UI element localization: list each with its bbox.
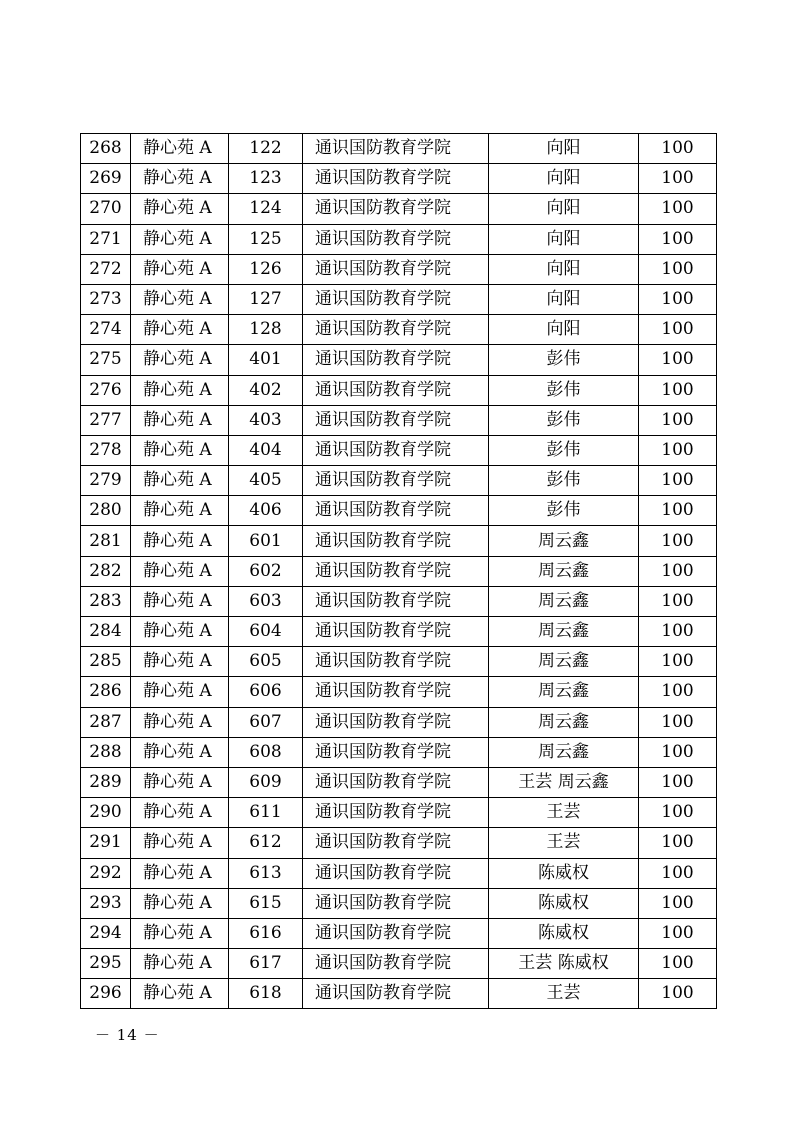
counselor-cell: 王芸 周云鑫	[489, 767, 639, 797]
building-cell: 静心苑 A	[131, 888, 229, 918]
table-row	[81, 194, 717, 224]
score-cell: 100	[639, 918, 717, 948]
counselor-cell: 周云鑫	[489, 617, 639, 647]
row-index-cell: 284	[81, 617, 131, 647]
room-cell: 128	[229, 315, 303, 345]
building-cell: 静心苑 A	[131, 315, 229, 345]
college-cell: 通识国防教育学院	[303, 466, 489, 496]
building-cell: 静心苑 A	[131, 798, 229, 828]
score-cell: 100	[639, 194, 717, 224]
counselor-cell: 王芸	[489, 979, 639, 1009]
row-index-cell: 273	[81, 284, 131, 314]
counselor-cell: 向阳	[489, 315, 639, 345]
table-row	[81, 315, 717, 345]
table-row	[81, 134, 717, 164]
row-index-cell: 289	[81, 767, 131, 797]
counselor-cell: 周云鑫	[489, 737, 639, 767]
college-cell: 通识国防教育学院	[303, 647, 489, 677]
score-cell: 100	[639, 798, 717, 828]
college-cell: 通识国防教育学院	[303, 284, 489, 314]
table-row	[81, 617, 717, 647]
table-row	[81, 888, 717, 918]
building-cell: 静心苑 A	[131, 526, 229, 556]
score-cell: 100	[639, 526, 717, 556]
counselor-cell: 向阳	[489, 194, 639, 224]
building-cell: 静心苑 A	[131, 405, 229, 435]
room-cell: 405	[229, 466, 303, 496]
counselor-cell: 向阳	[489, 164, 639, 194]
room-cell: 122	[229, 134, 303, 164]
table-row	[81, 979, 717, 1009]
counselor-cell: 王芸	[489, 798, 639, 828]
room-cell: 125	[229, 224, 303, 254]
row-index-cell: 282	[81, 556, 131, 586]
college-cell: 通识国防教育学院	[303, 496, 489, 526]
score-cell: 100	[639, 737, 717, 767]
page-number: － 14 －	[95, 1026, 160, 1044]
college-cell: 通识国防教育学院	[303, 526, 489, 556]
counselor-cell: 彭伟	[489, 435, 639, 465]
score-cell: 100	[639, 134, 717, 164]
room-cell: 601	[229, 526, 303, 556]
dormitory-table	[80, 133, 717, 1009]
building-cell: 静心苑 A	[131, 375, 229, 405]
counselor-cell: 向阳	[489, 284, 639, 314]
college-cell: 通识国防教育学院	[303, 224, 489, 254]
building-cell: 静心苑 A	[131, 556, 229, 586]
college-cell: 通识国防教育学院	[303, 134, 489, 164]
college-cell: 通识国防教育学院	[303, 677, 489, 707]
counselor-cell: 彭伟	[489, 466, 639, 496]
score-cell: 100	[639, 435, 717, 465]
score-cell: 100	[639, 556, 717, 586]
college-cell: 通识国防教育学院	[303, 164, 489, 194]
counselor-cell: 王芸 陈威权	[489, 949, 639, 979]
room-cell: 406	[229, 496, 303, 526]
college-cell: 通识国防教育学院	[303, 888, 489, 918]
row-index-cell: 268	[81, 134, 131, 164]
score-cell: 100	[639, 315, 717, 345]
row-index-cell: 293	[81, 888, 131, 918]
college-cell: 通识国防教育学院	[303, 345, 489, 375]
table-row	[81, 647, 717, 677]
college-cell: 通识国防教育学院	[303, 315, 489, 345]
building-cell: 静心苑 A	[131, 677, 229, 707]
score-cell: 100	[639, 617, 717, 647]
room-cell: 401	[229, 345, 303, 375]
counselor-cell: 陈威权	[489, 918, 639, 948]
room-cell: 403	[229, 405, 303, 435]
row-index-cell: 278	[81, 435, 131, 465]
building-cell: 静心苑 A	[131, 918, 229, 948]
counselor-cell: 周云鑫	[489, 526, 639, 556]
college-cell: 通识国防教育学院	[303, 979, 489, 1009]
counselor-cell: 周云鑫	[489, 586, 639, 616]
row-index-cell: 294	[81, 918, 131, 948]
building-cell: 静心苑 A	[131, 858, 229, 888]
row-index-cell: 270	[81, 194, 131, 224]
score-cell: 100	[639, 284, 717, 314]
table-row	[81, 677, 717, 707]
building-cell: 静心苑 A	[131, 164, 229, 194]
table-row	[81, 496, 717, 526]
college-cell: 通识国防教育学院	[303, 767, 489, 797]
building-cell: 静心苑 A	[131, 466, 229, 496]
counselor-cell: 陈威权	[489, 858, 639, 888]
room-cell: 602	[229, 556, 303, 586]
college-cell: 通识国防教育学院	[303, 405, 489, 435]
table-row	[81, 798, 717, 828]
row-index-cell: 279	[81, 466, 131, 496]
counselor-cell: 陈威权	[489, 888, 639, 918]
row-index-cell: 275	[81, 345, 131, 375]
college-cell: 通识国防教育学院	[303, 737, 489, 767]
score-cell: 100	[639, 979, 717, 1009]
college-cell: 通识国防教育学院	[303, 798, 489, 828]
row-index-cell: 269	[81, 164, 131, 194]
counselor-cell: 彭伟	[489, 496, 639, 526]
college-cell: 通识国防教育学院	[303, 617, 489, 647]
room-cell: 618	[229, 979, 303, 1009]
room-cell: 613	[229, 858, 303, 888]
room-cell: 611	[229, 798, 303, 828]
room-cell: 605	[229, 647, 303, 677]
building-cell: 静心苑 A	[131, 345, 229, 375]
score-cell: 100	[639, 828, 717, 858]
row-index-cell: 295	[81, 949, 131, 979]
college-cell: 通识国防教育学院	[303, 254, 489, 284]
row-index-cell: 292	[81, 858, 131, 888]
room-cell: 404	[229, 435, 303, 465]
building-cell: 静心苑 A	[131, 194, 229, 224]
table-row	[81, 435, 717, 465]
college-cell: 通识国防教育学院	[303, 586, 489, 616]
college-cell: 通识国防教育学院	[303, 556, 489, 586]
row-index-cell: 290	[81, 798, 131, 828]
score-cell: 100	[639, 345, 717, 375]
score-cell: 100	[639, 375, 717, 405]
table-row	[81, 949, 717, 979]
row-index-cell: 280	[81, 496, 131, 526]
counselor-cell: 周云鑫	[489, 707, 639, 737]
table-row	[81, 164, 717, 194]
building-cell: 静心苑 A	[131, 737, 229, 767]
row-index-cell: 286	[81, 677, 131, 707]
room-cell: 402	[229, 375, 303, 405]
building-cell: 静心苑 A	[131, 767, 229, 797]
building-cell: 静心苑 A	[131, 284, 229, 314]
table-row	[81, 828, 717, 858]
counselor-cell: 彭伟	[489, 345, 639, 375]
college-cell: 通识国防教育学院	[303, 858, 489, 888]
room-cell: 616	[229, 918, 303, 948]
room-cell: 606	[229, 677, 303, 707]
table-row	[81, 526, 717, 556]
college-cell: 通识国防教育学院	[303, 194, 489, 224]
building-cell: 静心苑 A	[131, 647, 229, 677]
counselor-cell: 向阳	[489, 224, 639, 254]
room-cell: 127	[229, 284, 303, 314]
table-row	[81, 254, 717, 284]
room-cell: 603	[229, 586, 303, 616]
building-cell: 静心苑 A	[131, 254, 229, 284]
row-index-cell: 272	[81, 254, 131, 284]
building-cell: 静心苑 A	[131, 435, 229, 465]
score-cell: 100	[639, 858, 717, 888]
counselor-cell: 向阳	[489, 134, 639, 164]
counselor-cell: 王芸	[489, 828, 639, 858]
row-index-cell: 285	[81, 647, 131, 677]
counselor-cell: 周云鑫	[489, 556, 639, 586]
table-row	[81, 375, 717, 405]
table-row	[81, 405, 717, 435]
room-cell: 612	[229, 828, 303, 858]
row-index-cell: 288	[81, 737, 131, 767]
score-cell: 100	[639, 466, 717, 496]
room-cell: 609	[229, 767, 303, 797]
score-cell: 100	[639, 586, 717, 616]
building-cell: 静心苑 A	[131, 979, 229, 1009]
room-cell: 607	[229, 707, 303, 737]
building-cell: 静心苑 A	[131, 707, 229, 737]
table-row	[81, 707, 717, 737]
building-cell: 静心苑 A	[131, 496, 229, 526]
row-index-cell: 276	[81, 375, 131, 405]
table-row	[81, 345, 717, 375]
row-index-cell: 283	[81, 586, 131, 616]
college-cell: 通识国防教育学院	[303, 949, 489, 979]
counselor-cell: 彭伟	[489, 375, 639, 405]
building-cell: 静心苑 A	[131, 949, 229, 979]
building-cell: 静心苑 A	[131, 586, 229, 616]
score-cell: 100	[639, 949, 717, 979]
score-cell: 100	[639, 677, 717, 707]
score-cell: 100	[639, 888, 717, 918]
row-index-cell: 274	[81, 315, 131, 345]
building-cell: 静心苑 A	[131, 224, 229, 254]
room-cell: 124	[229, 194, 303, 224]
building-cell: 静心苑 A	[131, 134, 229, 164]
table-body	[81, 134, 717, 1009]
table-row	[81, 767, 717, 797]
room-cell: 604	[229, 617, 303, 647]
table-row	[81, 737, 717, 767]
college-cell: 通识国防教育学院	[303, 918, 489, 948]
row-index-cell: 281	[81, 526, 131, 556]
row-index-cell: 291	[81, 828, 131, 858]
counselor-cell: 周云鑫	[489, 677, 639, 707]
score-cell: 100	[639, 647, 717, 677]
counselor-cell: 彭伟	[489, 405, 639, 435]
score-cell: 100	[639, 164, 717, 194]
score-cell: 100	[639, 767, 717, 797]
score-cell: 100	[639, 405, 717, 435]
table-row	[81, 556, 717, 586]
college-cell: 通识国防教育学院	[303, 828, 489, 858]
building-cell: 静心苑 A	[131, 617, 229, 647]
table-row	[81, 918, 717, 948]
table-row	[81, 284, 717, 314]
score-cell: 100	[639, 254, 717, 284]
table-row	[81, 224, 717, 254]
row-index-cell: 277	[81, 405, 131, 435]
counselor-cell: 周云鑫	[489, 647, 639, 677]
college-cell: 通识国防教育学院	[303, 435, 489, 465]
table-row	[81, 858, 717, 888]
room-cell: 126	[229, 254, 303, 284]
room-cell: 615	[229, 888, 303, 918]
room-cell: 617	[229, 949, 303, 979]
score-cell: 100	[639, 224, 717, 254]
building-cell: 静心苑 A	[131, 828, 229, 858]
score-cell: 100	[639, 707, 717, 737]
table-row	[81, 466, 717, 496]
room-cell: 608	[229, 737, 303, 767]
table-row	[81, 586, 717, 616]
college-cell: 通识国防教育学院	[303, 707, 489, 737]
score-cell: 100	[639, 496, 717, 526]
counselor-cell: 向阳	[489, 254, 639, 284]
college-cell: 通识国防教育学院	[303, 375, 489, 405]
room-cell: 123	[229, 164, 303, 194]
row-index-cell: 287	[81, 707, 131, 737]
row-index-cell: 271	[81, 224, 131, 254]
row-index-cell: 296	[81, 979, 131, 1009]
